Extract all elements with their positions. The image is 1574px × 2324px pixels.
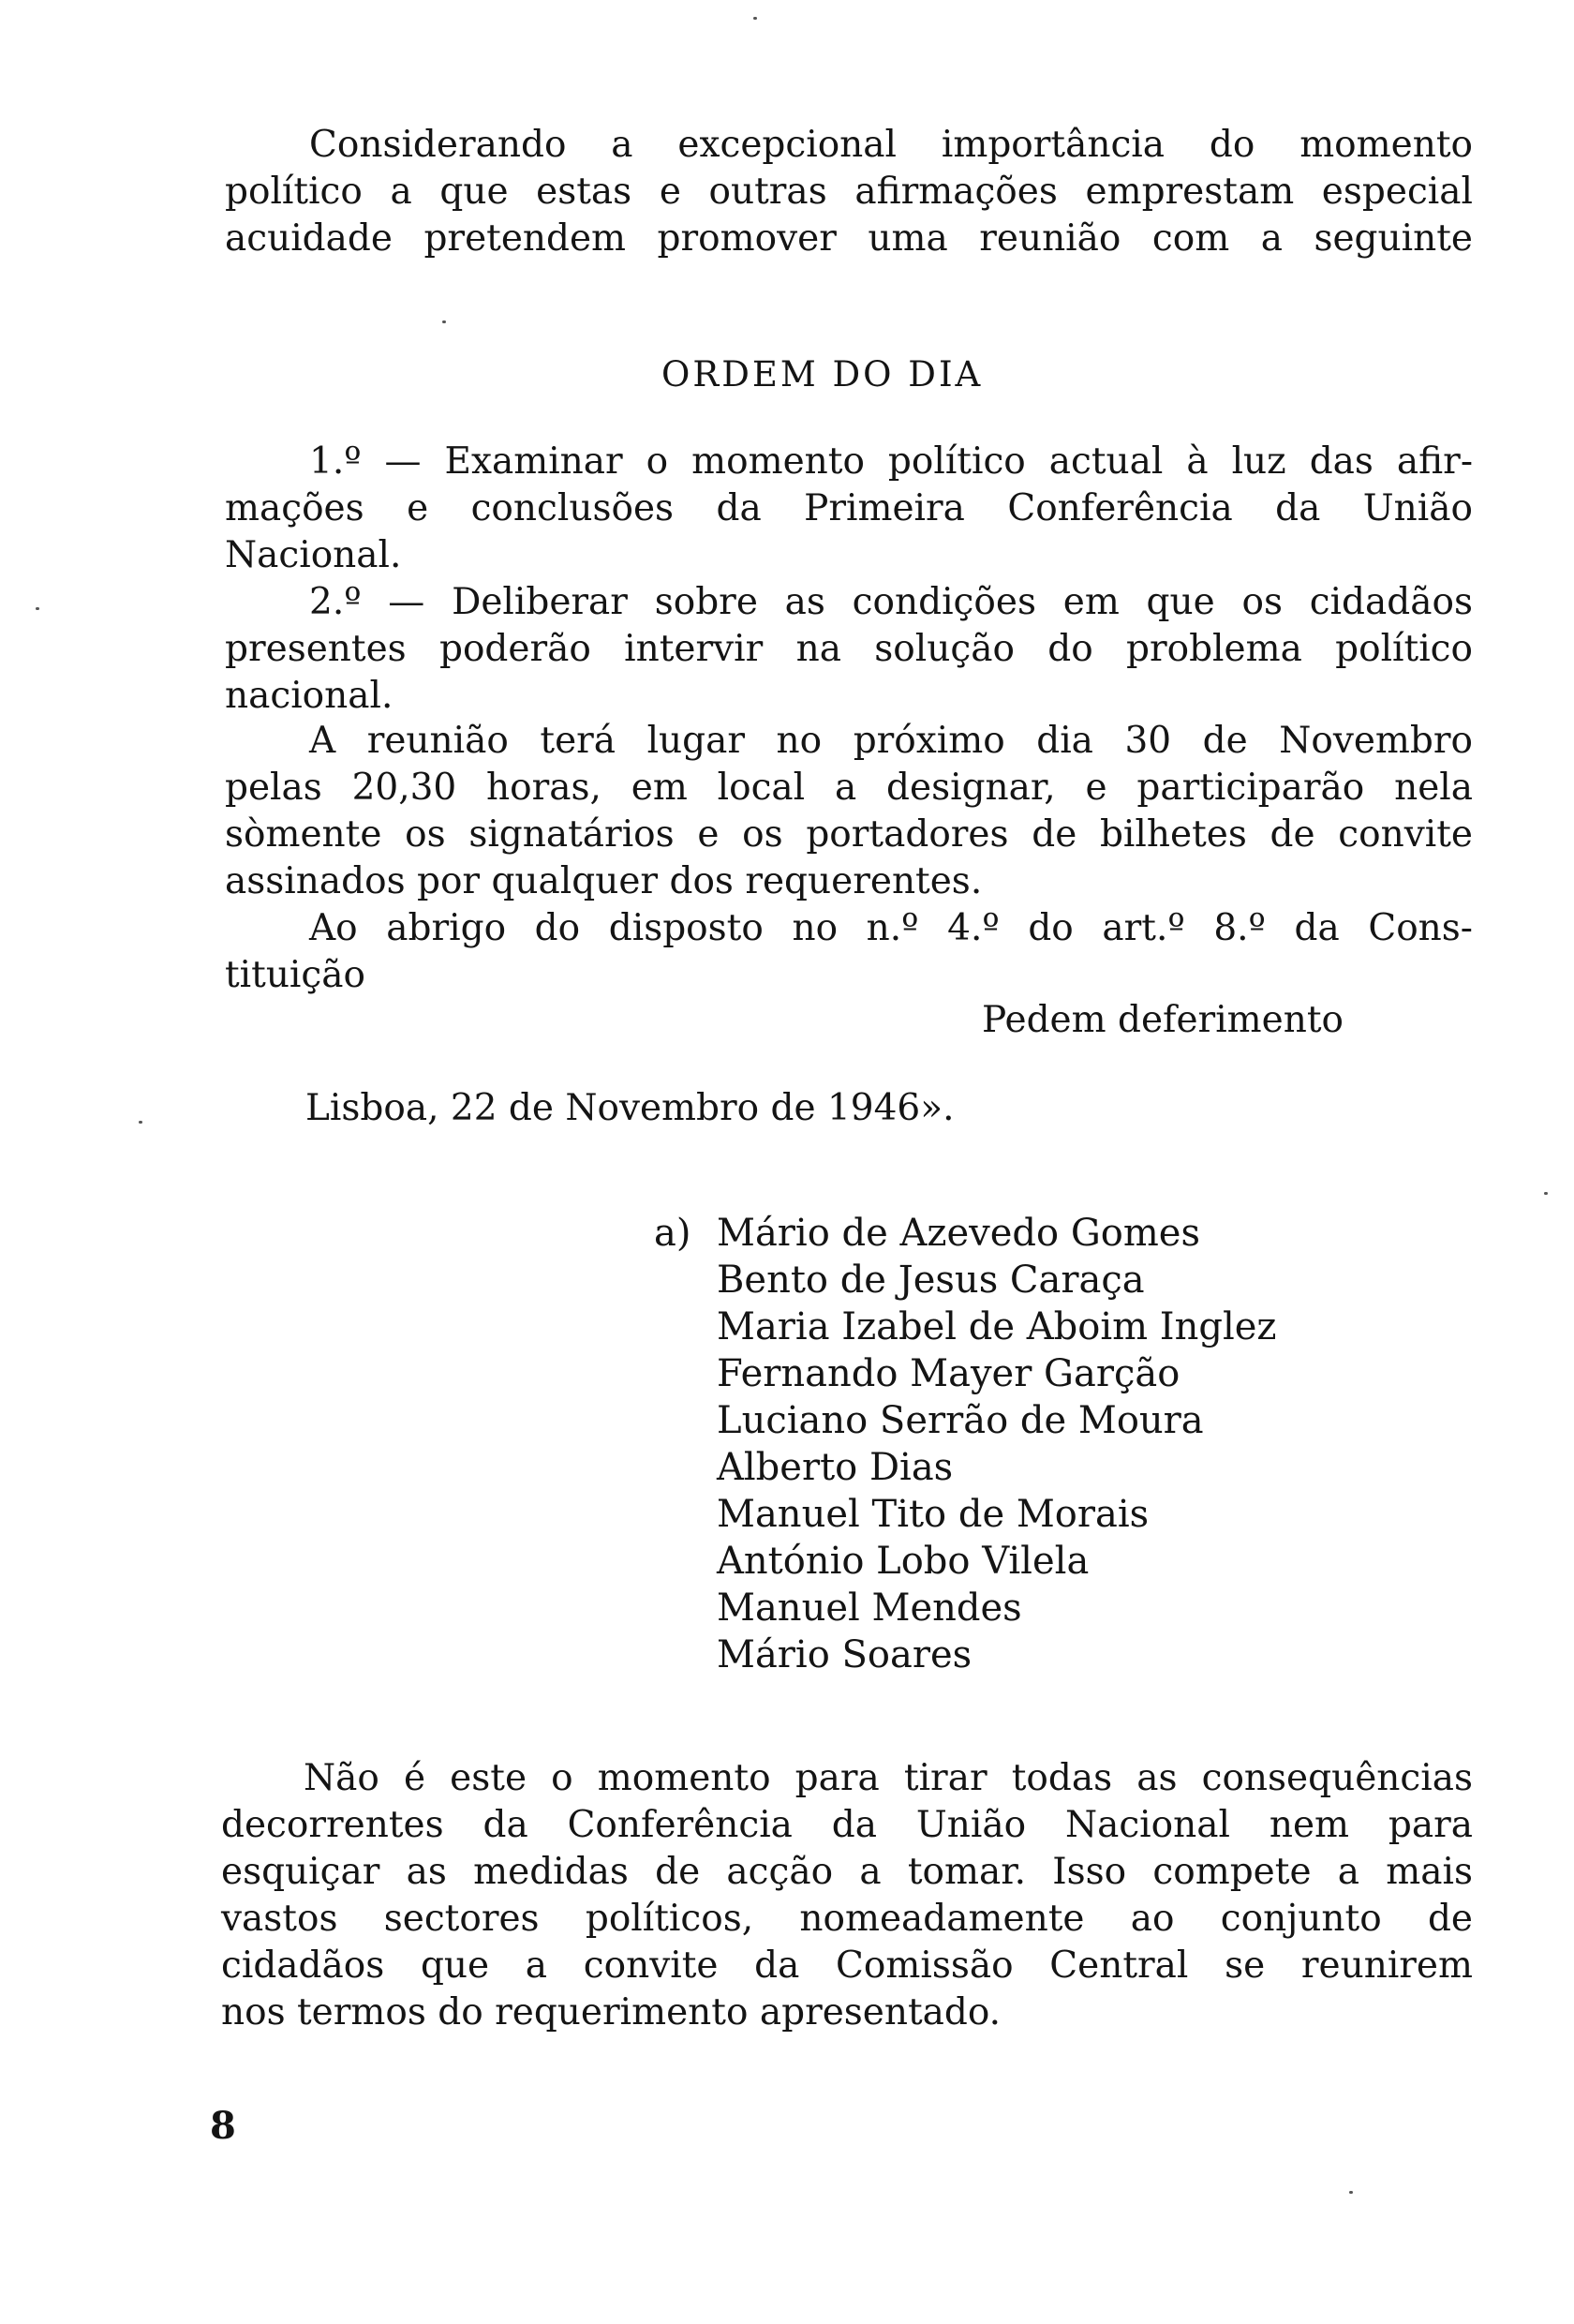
scan-speck bbox=[1544, 1192, 1548, 1195]
page-number: 8 bbox=[210, 2104, 236, 2148]
closing-line: vastos sectores políticos, nomeadamente ao conjunto de bbox=[221, 1898, 1473, 1940]
intro-line: político a que estas e outras afirmações emprestam especial bbox=[225, 171, 1473, 213]
signatory-name: Fernando Mayer Garção bbox=[717, 1352, 1180, 1395]
intro-line: Considerando a excepcional importância do momento bbox=[309, 124, 1473, 166]
meeting-line: sòmente os signatários e os portadores de bilhetes de convite bbox=[225, 813, 1473, 856]
signatory-name: Mário Soares bbox=[717, 1633, 973, 1676]
agenda-item-2-line: 2.º — Deliberar sobre as condições em que os cidadãos bbox=[309, 581, 1473, 623]
agenda-item-1-line: Nacional. bbox=[225, 534, 402, 576]
scan-speck bbox=[1349, 2191, 1353, 2194]
closing-line: Não é este o momento para tirar todas as consequências bbox=[304, 1757, 1473, 1799]
closing-line: cidadãos que a convite da Comissão Central se reunirem bbox=[221, 1944, 1473, 1987]
signatory-name: Manuel Mendes bbox=[717, 1587, 1022, 1630]
signatory-name: António Lobo Vilela bbox=[717, 1540, 1090, 1583]
scan-speck bbox=[36, 607, 39, 610]
agenda-item-2-line: presentes poderão intervir na solução do problema político bbox=[225, 628, 1473, 670]
closing-line: nos termos do requerimento apresentado. bbox=[221, 1991, 1002, 2034]
signatories-prefix: a) bbox=[654, 1212, 691, 1255]
date-line: Lisboa, 22 de Novembro de 1946». bbox=[305, 1087, 955, 1129]
agenda-item-1-line: mações e conclusões da Primeira Conferência da União bbox=[225, 487, 1473, 529]
scan-speck bbox=[442, 320, 446, 323]
meeting-line: pelas 20,30 horas, em local a designar, e participarão nela bbox=[225, 767, 1473, 809]
meeting-line: assinados por qualquer dos requerentes. bbox=[225, 860, 983, 902]
signatory-name: Manuel Tito de Morais bbox=[717, 1493, 1150, 1536]
agenda-item-2-line: nacional. bbox=[225, 675, 394, 717]
scan-speck bbox=[139, 1121, 142, 1124]
meeting-line: A reunião terá lugar no próximo dia 30 de Novembro bbox=[309, 720, 1473, 762]
signatory-name: Alberto Dias bbox=[717, 1446, 954, 1489]
legal-line: tituição bbox=[225, 954, 365, 996]
intro-line: acuidade pretendem promover uma reunião com a seguinte bbox=[225, 217, 1473, 260]
scan-speck bbox=[753, 17, 757, 20]
signatory-name: Bento de Jesus Caraça bbox=[717, 1259, 1145, 1302]
signatory-name: Maria Izabel de Aboim Inglez bbox=[717, 1305, 1277, 1348]
signatory-name: Mário de Azevedo Gomes bbox=[717, 1212, 1200, 1255]
legal-line: Ao abrigo do disposto no n.º 4.º do art.º 8.º da Cons- bbox=[309, 907, 1473, 949]
signatory-name: Luciano Serrão de Moura bbox=[717, 1399, 1204, 1442]
agenda-item-1-line: 1.º — Examinar o momento político actual à luz das afir- bbox=[309, 440, 1473, 483]
closing-line: esquiçar as medidas de acção a tomar. Isso compete a mais bbox=[221, 1851, 1473, 1893]
closing-line: decorrentes da Conferência da União Nacional nem para bbox=[221, 1804, 1473, 1846]
request-text: Pedem deferimento bbox=[982, 999, 1344, 1041]
agenda-heading: ORDEM DO DIA bbox=[661, 354, 984, 395]
